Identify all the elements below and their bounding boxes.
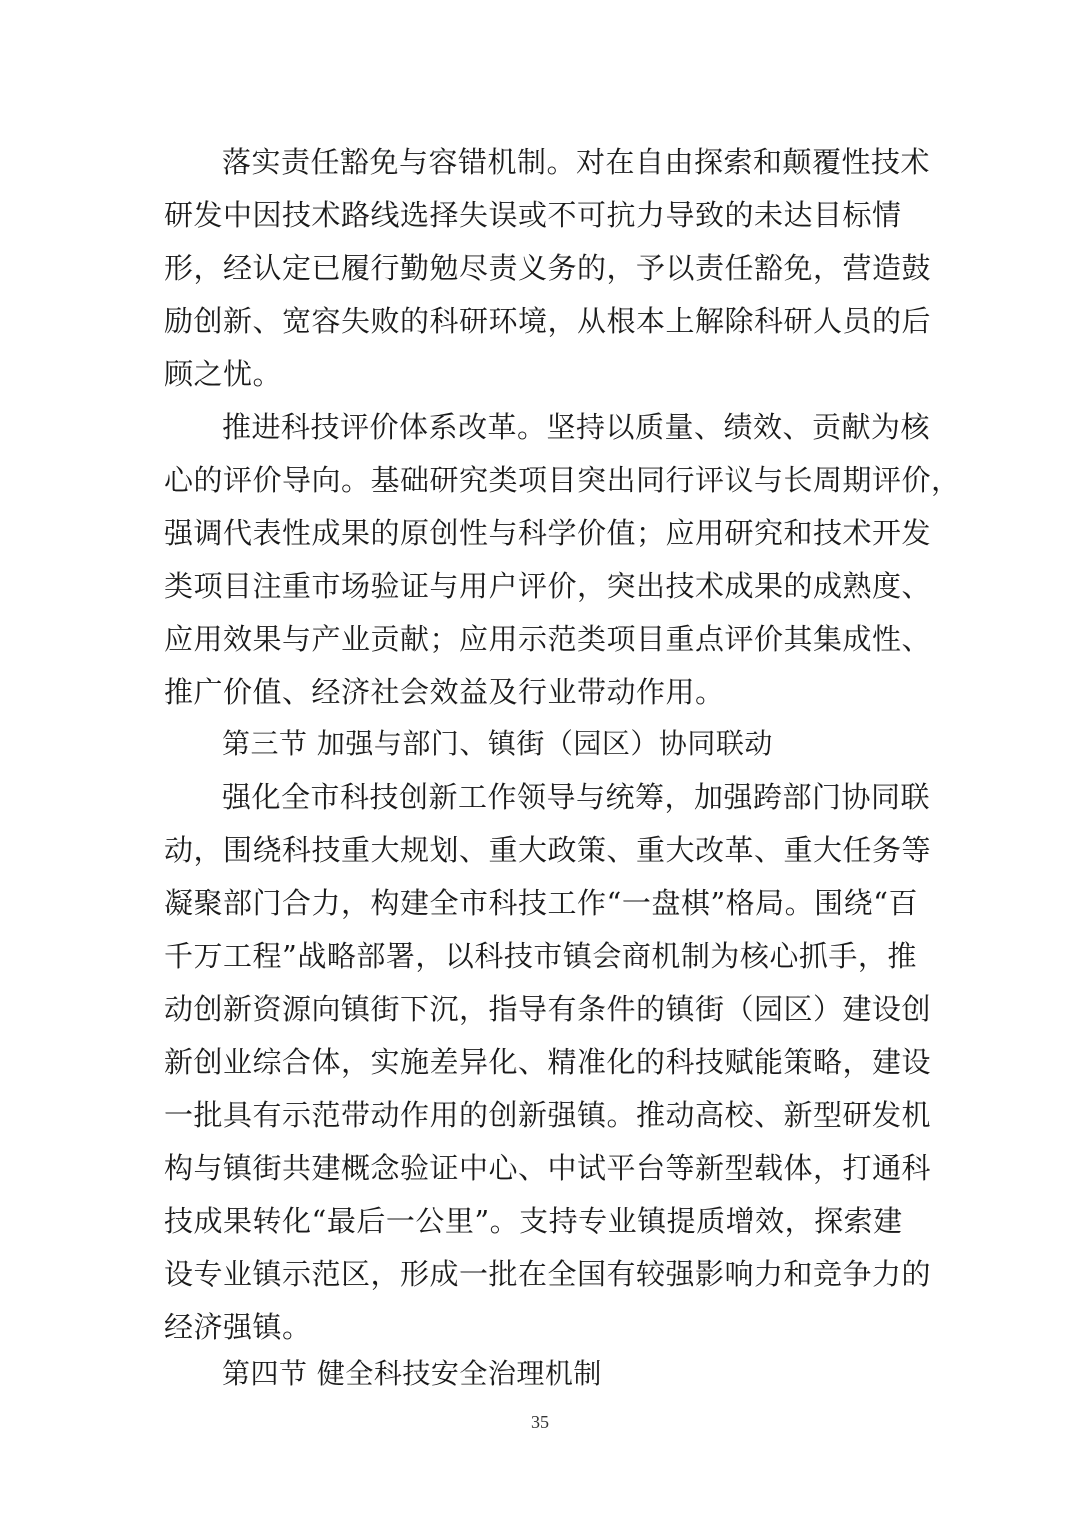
paragraph-line: 技成果转化“最后一公里”。支持专业镇提质增效，探索建 — [164, 1204, 903, 1238]
paragraph-line: 强调代表性成果的原创性与科学价值；应用研究和技术开发 — [164, 516, 932, 550]
paragraph-line: 类项目注重市场验证与用户评价，突出技术成果的成熟度、 — [164, 569, 932, 603]
paragraph-line: 构与镇街共建概念验证中心、中试平台等新型载体，打通科 — [164, 1151, 932, 1185]
paragraph-line: 推广价值、经济社会效益及行业带动作用。 — [164, 675, 725, 709]
paragraph-line: 应用效果与产业贡献；应用示范类项目重点评价其集成性、 — [164, 622, 932, 656]
paragraph-line: 经济强镇。 — [164, 1310, 312, 1344]
paragraph-line: 推进科技评价体系改革。坚持以质量、绩效、贡献为核 — [222, 410, 931, 444]
paragraph-line: 强化全市科技创新工作领导与统筹，加强跨部门协同联 — [222, 780, 931, 814]
section-heading: 第三节 加强与部门、镇街（园区）协同联动 — [222, 727, 773, 760]
paragraph-line: 动创新资源向镇街下沉，指导有条件的镇街（园区）建设创 — [164, 992, 932, 1026]
paragraph-line: 心的评价导向。基础研究类项目突出同行评议与长周期评价， — [164, 463, 961, 497]
page-number: 35 — [531, 1412, 549, 1432]
paragraph-line: 形，经认定已履行勤勉尽责义务的，予以责任豁免，营造鼓 — [164, 251, 932, 285]
paragraph-line: 研发中因技术路线选择失误或不可抗力导致的未达目标情 — [164, 198, 902, 232]
paragraph-line: 动，围绕科技重大规划、重大政策、重大改革、重大任务等 — [164, 833, 932, 867]
paragraph-line: 落实责任豁免与容错机制。对在自由探索和颠覆性技术 — [222, 145, 931, 179]
paragraph-line: 凝聚部门合力，构建全市科技工作“一盘棋”格局。围绕“百 — [164, 886, 918, 920]
paragraph-line: 新创业综合体，实施差异化、精准化的科技赋能策略，建设 — [164, 1045, 932, 1079]
paragraph-line: 千万工程”战略部署，以科技市镇会商机制为核心抓手，推 — [164, 939, 917, 973]
section-heading: 第四节 健全科技安全治理机制 — [222, 1357, 602, 1390]
paragraph-line: 一批具有示范带动作用的创新强镇。推动高校、新型研发机 — [164, 1098, 932, 1132]
paragraph-line: 励创新、宽容失败的科研环境，从根本上解除科研人员的后 — [164, 304, 932, 338]
paragraph-line: 设专业镇示范区，形成一批在全国有较强影响力和竞争力的 — [164, 1257, 932, 1291]
paragraph-line: 顾之忧。 — [164, 357, 283, 391]
